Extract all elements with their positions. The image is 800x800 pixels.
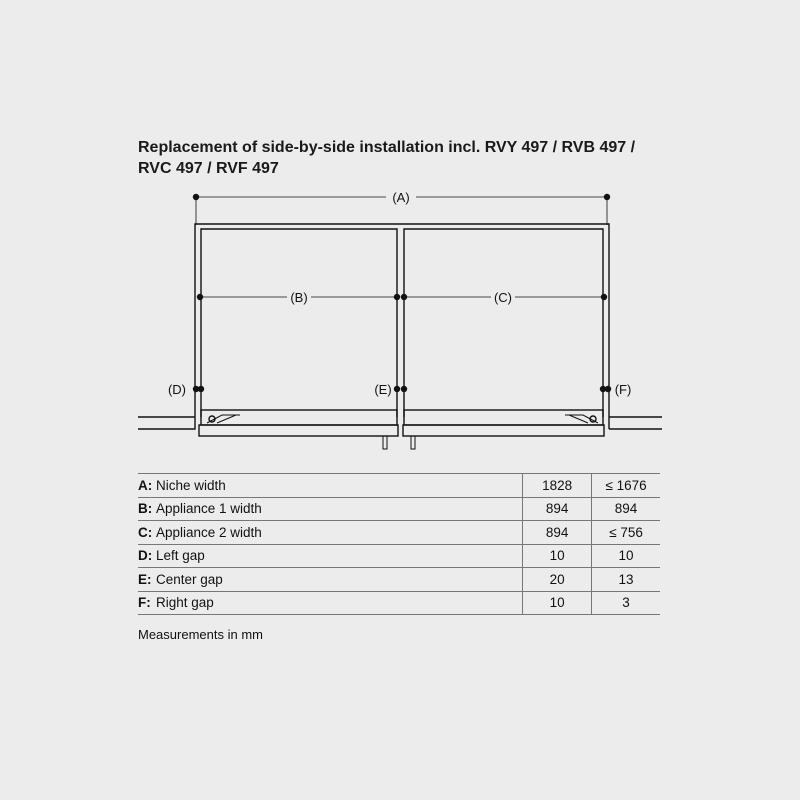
table-row — [138, 568, 660, 592]
dim-point-c-right — [601, 294, 607, 300]
row-value-1: 10 — [523, 591, 592, 615]
row-code: F: — [138, 591, 156, 615]
table-row — [138, 521, 660, 545]
foot-left — [383, 436, 387, 449]
floor-left — [138, 417, 195, 429]
row-code: C: — [138, 521, 156, 545]
label-b: (B) — [290, 290, 308, 305]
row-description: Left gap — [156, 544, 523, 568]
dim-point-a-right — [604, 194, 610, 200]
title-line-1: Replacement of side-by-side installation incl. RVY 497 / RVB 497 / — [138, 139, 636, 156]
row-value-2: 894 — [592, 497, 660, 521]
gap-point-e-2 — [401, 386, 407, 392]
row-description: Right gap — [156, 591, 523, 615]
label-d: (D) — [167, 382, 187, 397]
label-a: (A) — [392, 190, 410, 205]
dim-point-a-left — [193, 194, 199, 200]
appliance-2-outline — [404, 229, 603, 417]
base-appliance-1 — [199, 425, 398, 436]
table-row — [138, 474, 660, 498]
row-value-2: 10 — [592, 544, 660, 568]
dim-point-b-left — [197, 294, 203, 300]
row-value-1: 894 — [523, 521, 592, 545]
row-description: Appliance 2 width — [156, 521, 523, 545]
row-code: A: — [138, 474, 156, 498]
table-row — [138, 497, 660, 521]
row-description: Center gap — [156, 568, 523, 592]
row-value-2: 3 — [592, 591, 660, 615]
row-value-1: 10 — [523, 544, 592, 568]
measurements-table — [138, 473, 660, 615]
row-value-2: ≤ 756 — [592, 521, 660, 545]
table-row — [138, 591, 660, 615]
label-c: (C) — [493, 290, 513, 305]
row-value-2: 13 — [592, 568, 660, 592]
dim-point-c-left — [401, 294, 407, 300]
row-value-1: 894 — [523, 497, 592, 521]
appliance-1-outline — [201, 229, 397, 417]
gap-point-f-2 — [605, 386, 611, 392]
floor-right — [609, 417, 662, 429]
row-value-1: 20 — [523, 568, 592, 592]
row-code: B: — [138, 497, 156, 521]
row-value-2: ≤ 1676 — [592, 474, 660, 498]
label-e: (E) — [374, 382, 392, 397]
gap-point-d-2 — [198, 386, 204, 392]
measurements-footnote: Measurements in mm — [138, 627, 263, 642]
foot-right — [411, 436, 415, 449]
base-appliance-2 — [403, 425, 604, 436]
plinth-appliance-2 — [404, 410, 603, 425]
gap-point-e-1 — [394, 386, 400, 392]
table-row — [138, 544, 660, 568]
dim-point-b-right — [394, 294, 400, 300]
row-code: D: — [138, 544, 156, 568]
label-f: (F) — [614, 382, 632, 397]
title-line-2: RVC 497 / RVF 497 — [138, 160, 279, 177]
row-description: Appliance 1 width — [156, 497, 523, 521]
row-value-1: 1828 — [523, 474, 592, 498]
row-description: Niche width — [156, 474, 523, 498]
row-code: E: — [138, 568, 156, 592]
